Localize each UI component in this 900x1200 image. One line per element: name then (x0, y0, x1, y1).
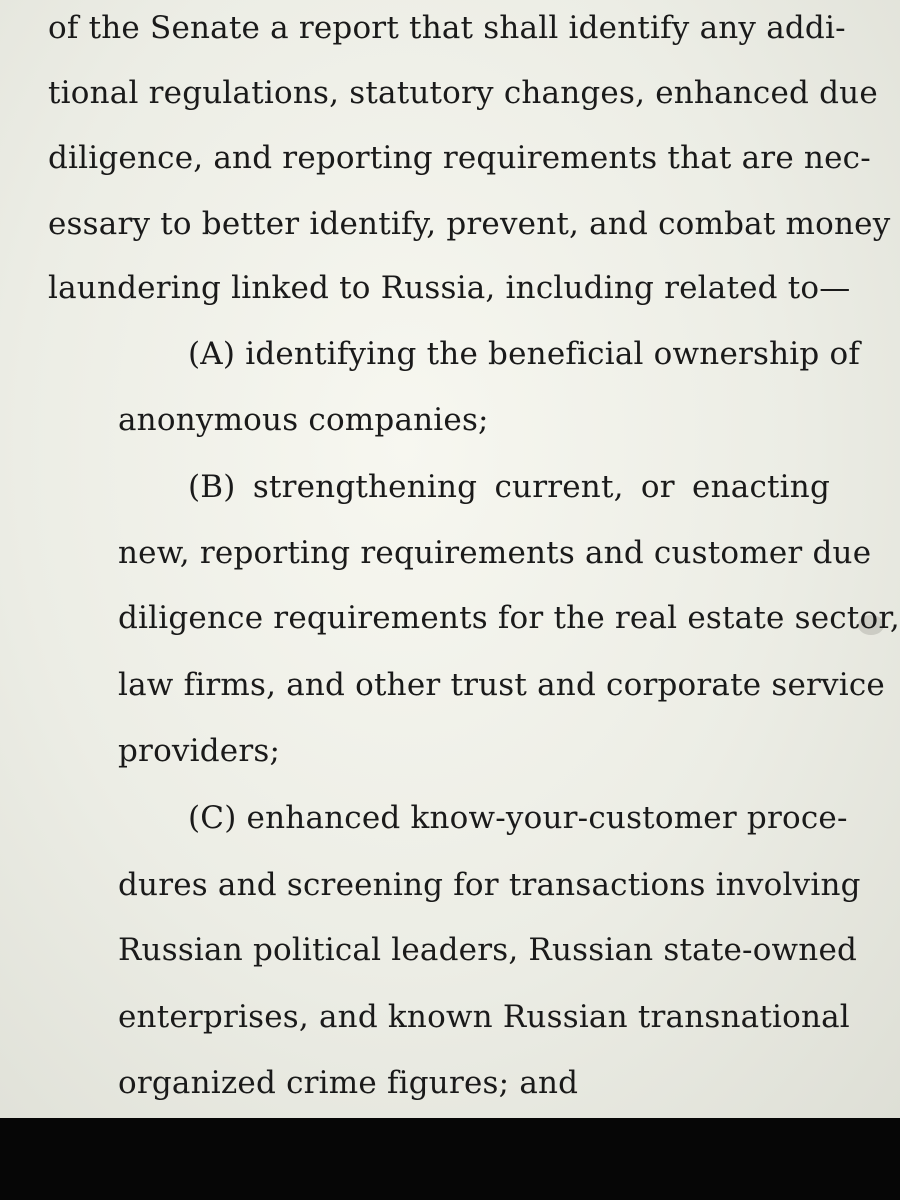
item-a-line-1: (A) identifying the beneficial ownership of (188, 336, 861, 372)
item-b-line-3: diligence requirements for the real estate sector, (118, 600, 900, 636)
intro-line-4: essary to better identify, prevent, and combat money (48, 206, 891, 242)
item-b-line-2: new, reporting requirements and customer due (118, 535, 872, 571)
item-c-line-2: dures and screening for transactions involving (118, 867, 861, 903)
item-b-line-4: law firms, and other trust and corporate service (118, 667, 885, 703)
screen-bezel (0, 1118, 900, 1200)
item-b-line-5: providers; (118, 733, 281, 769)
intro-line-2: tional regulations, statutory changes, enhanced due (48, 75, 878, 111)
item-c-line-5: organized crime figures; and (118, 1065, 579, 1101)
item-a-line-2: anonymous companies; (118, 402, 489, 438)
item-c-line-1: (C) enhanced know-your-customer proce- (188, 800, 848, 836)
item-c-line-4: enterprises, and known Russian transnational (118, 999, 850, 1035)
intro-line-3: diligence, and reporting requirements that are nec- (48, 140, 871, 176)
intro-line-1: of the Senate a report that shall identify any addi- (48, 10, 846, 46)
item-b-line-1: (B) strengthening current, or enacting (188, 469, 830, 505)
intro-line-5: laundering linked to Russia, including related to— (48, 270, 851, 306)
item-c-line-3: Russian political leaders, Russian state-owned (118, 932, 858, 968)
